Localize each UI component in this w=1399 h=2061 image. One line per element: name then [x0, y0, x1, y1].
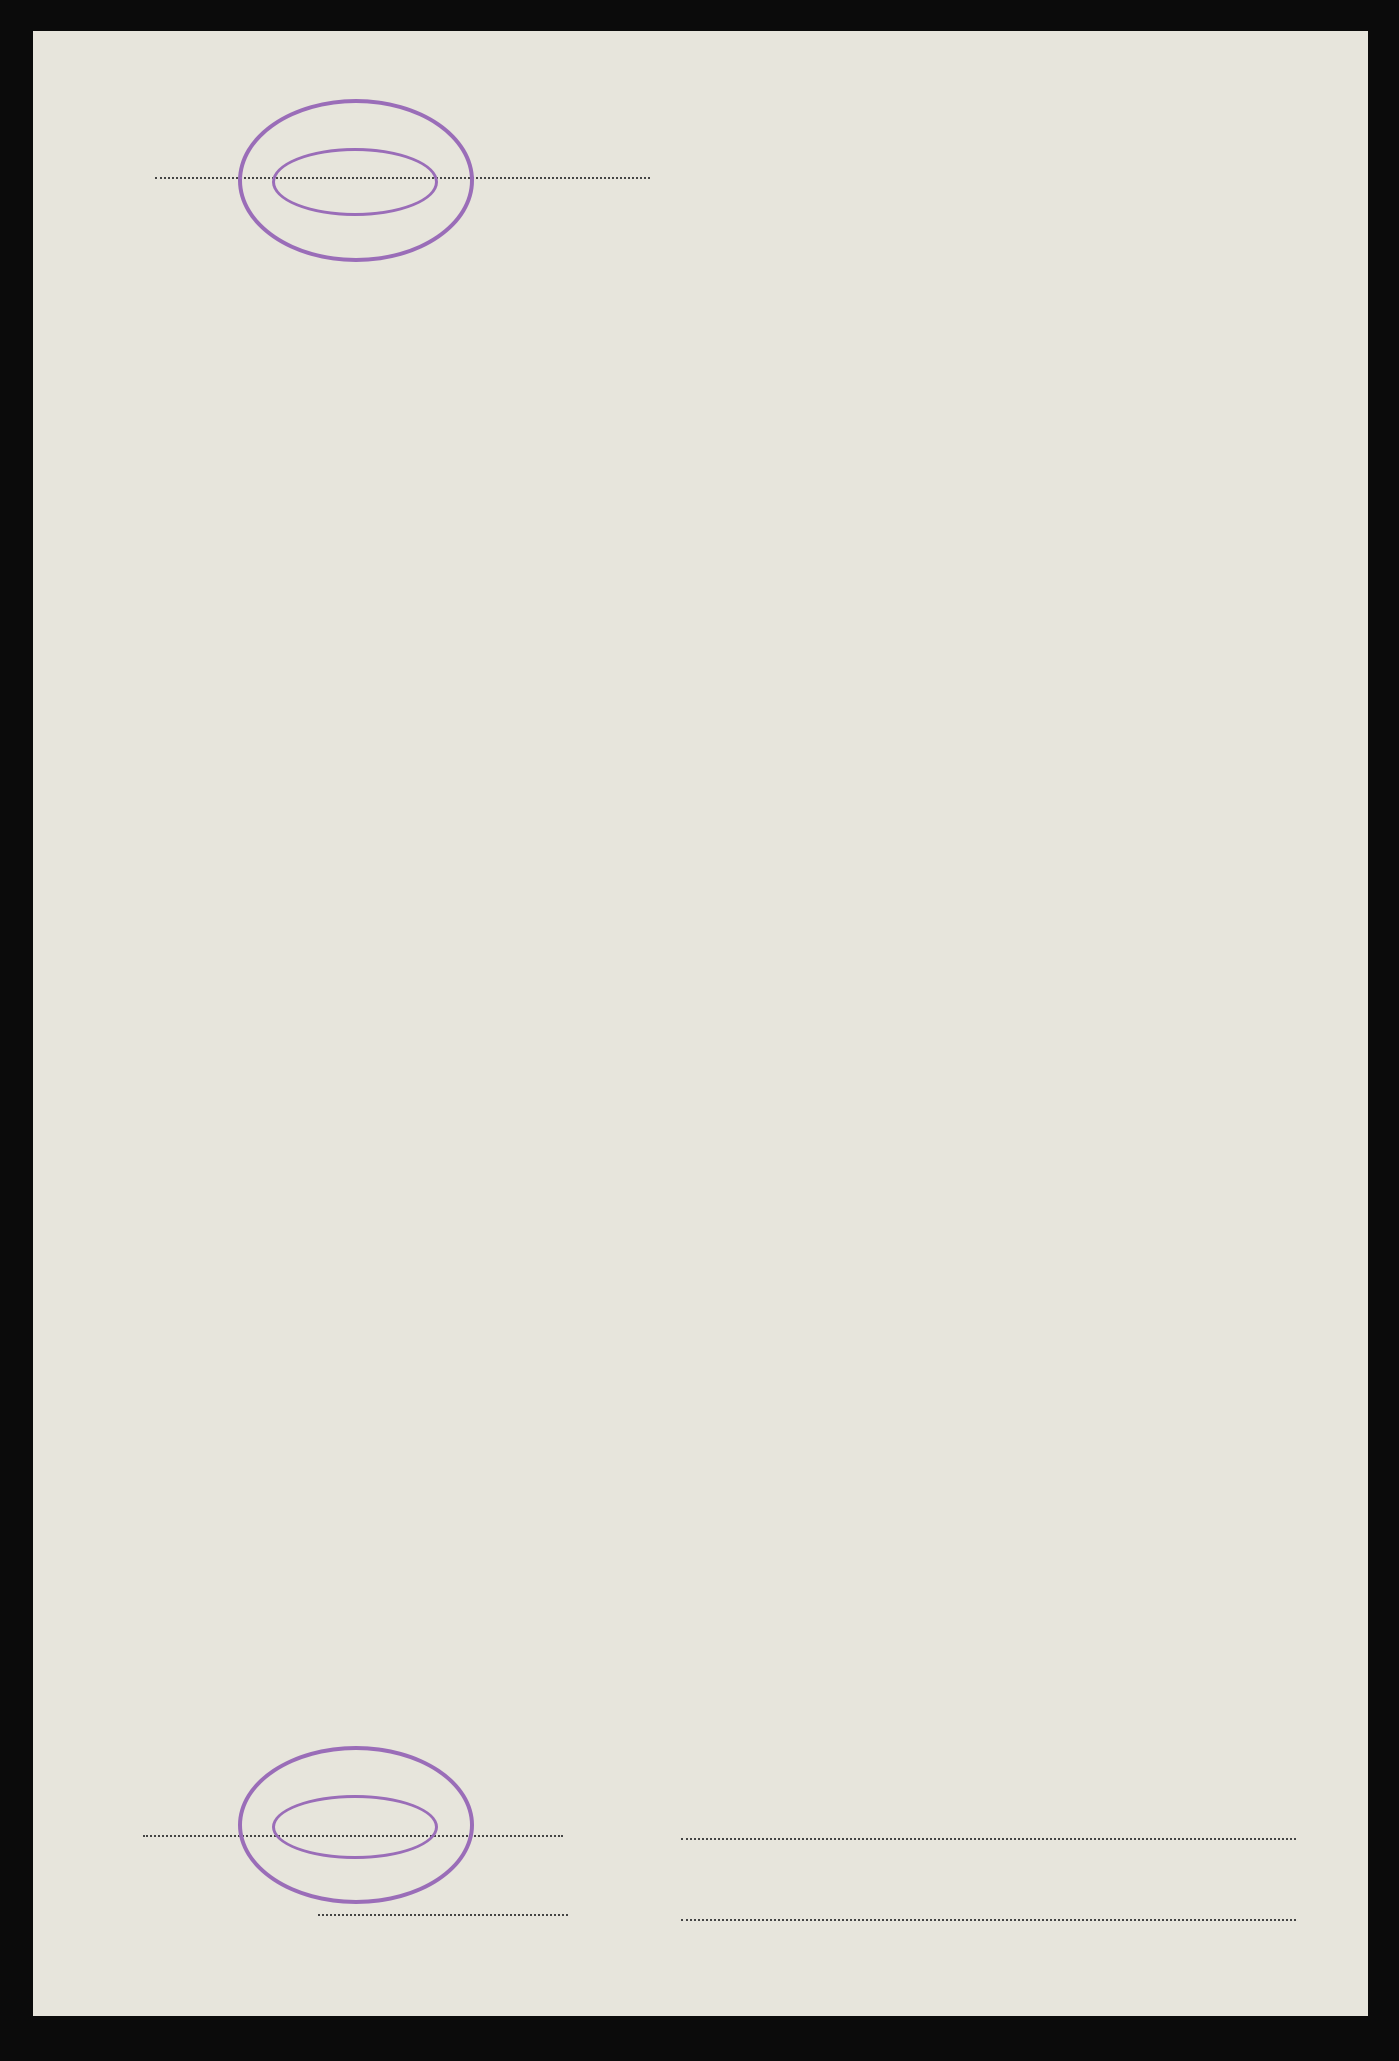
unit-stamp-bottom-inner-ring	[272, 1795, 438, 1859]
signature-line	[681, 1838, 1296, 1840]
form-grid	[33, 31, 1368, 2016]
form-page	[33, 31, 1368, 2016]
date-dotted-line	[318, 1914, 568, 1916]
division-line	[681, 1919, 1296, 1921]
unit-stamp-bottom	[238, 1746, 474, 1904]
